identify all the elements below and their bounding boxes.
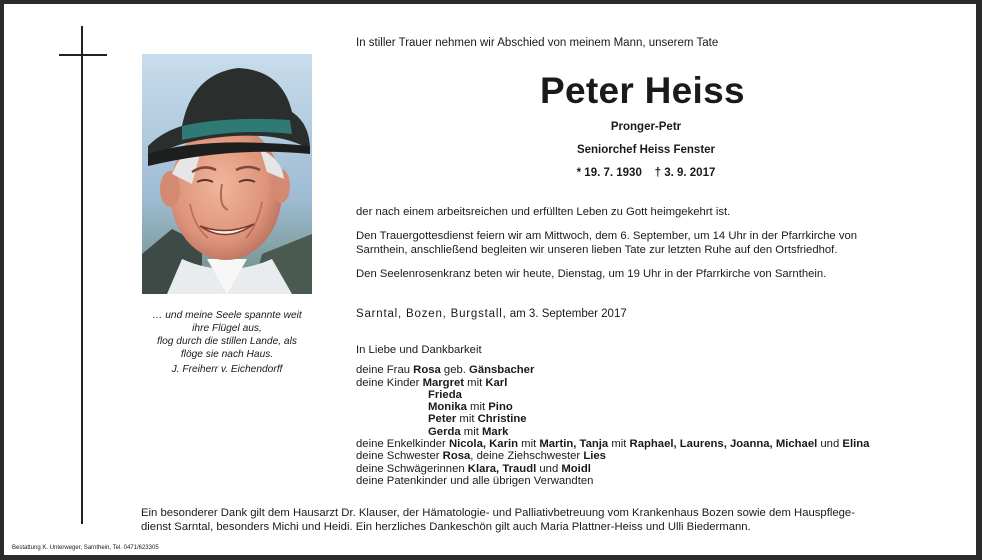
label: deine Kinder (356, 376, 423, 389)
family-row-kid (356, 413, 869, 425)
place-towns: Sarntal, Bozen, Burgstall, (356, 308, 507, 320)
name: Martin, Tanja (539, 438, 609, 451)
name: Karl (485, 376, 508, 389)
poem-line: … und meine Seele spannte weit (152, 310, 302, 321)
poem-line: flog durch die stillen Lande, als (157, 336, 297, 347)
name: Lies (583, 450, 606, 463)
name: Frieda (428, 388, 462, 401)
family-row-sisters-in-law (356, 463, 869, 475)
label: mit (518, 438, 540, 451)
deceased-name: Peter Heiss (540, 70, 745, 111)
family-list (356, 344, 869, 487)
body-paragraph-1: der nach einem arbeitsreichen und erfüllten Leben zu Gott heimgekehrt ist. (356, 206, 731, 218)
family-row-kids (356, 377, 869, 389)
nickname: Pronger-Petr (610, 121, 682, 133)
name: Moidl (561, 462, 591, 475)
thanks-line: dienst Sarntal, besonders Michi und Heidi. Ein herzliches Dankeschön gilt auch Maria Plattner-Heiss und Ulli Biedermann. (141, 521, 751, 534)
life-dates: * 19. 7. 1930 † 3. 9. 2017 (576, 167, 716, 179)
family-row-wife (356, 364, 869, 376)
label: deine Frau (356, 364, 414, 377)
family-intro: In Liebe und Dankbarkeit (356, 344, 482, 356)
label: , deine Ziehschwester (470, 450, 584, 463)
name: Elina (842, 438, 870, 451)
thanks-line: Ein besonderer Dank gilt dem Hausarzt Dr. Klauser, der Hämatologie- und Palliativbetreuung vom Krankenhaus Bozen sowie dem Hauspflege- (141, 507, 855, 519)
name: Rosa (413, 364, 441, 377)
place-date (356, 308, 627, 320)
poem-author: J. Freiherr v. Eichendorff (171, 364, 283, 375)
label: und (536, 462, 562, 475)
undertaker-credit: Bestattung K. Unterweger, Sarnthein, Tel. 0471/623305 (12, 545, 159, 551)
label: mit (460, 425, 482, 438)
poem-line: flöge sie nach Haus. (180, 349, 274, 360)
label: geb. (440, 364, 470, 377)
obituary-notice (4, 4, 976, 555)
intro-line: In stiller Trauer nehmen wir Abschied von meinem Mann, unserem Tate (356, 37, 719, 49)
name: Gerda (428, 425, 461, 438)
thanks-note (141, 506, 941, 535)
label: mit (464, 376, 486, 389)
body-line: Sarnthein, anschließend begleiten wir unseren lieben Tate zur letzten Ruhe auf den Ortsfriedhof. (356, 244, 838, 257)
family-row-kid (356, 426, 869, 438)
name: Raphael, Laurens, Joanna, Michael (629, 438, 818, 451)
label: deine Enkelkinder (356, 438, 449, 451)
portrait-photo (142, 54, 312, 294)
name: Klara, Traudl (467, 462, 537, 475)
name: Margret (422, 376, 465, 389)
poem-line: ihre Flügel aus, (192, 323, 262, 334)
name: Mark (482, 425, 509, 438)
family-row-sister (356, 450, 869, 462)
cross-icon (81, 26, 83, 524)
label: und (817, 438, 843, 451)
body-paragraph-2 (356, 229, 936, 258)
family-row-kid (356, 401, 869, 413)
label: deine Schwester (356, 450, 443, 463)
label: deine Schwägerinnen (356, 462, 468, 475)
name: Monika (428, 401, 467, 414)
name: Pino (488, 401, 513, 414)
body-paragraph-3: Den Seelenrosenkranz beten wir heute, Dienstag, um 19 Uhr in der Pfarrkirche von Sarnthein. (356, 268, 827, 280)
family-row-kid (356, 389, 869, 401)
label: mit (466, 401, 489, 414)
cross-icon-bar (59, 54, 107, 56)
family-row-rest: deine Patenkinder und alle übrigen Verwandten (356, 474, 594, 487)
name: Gänsbacher (469, 364, 535, 377)
place-date-text: am 3. September 2017 (506, 308, 627, 320)
poem-quote (137, 309, 317, 376)
job-title: Seniorchef Heiss Fenster (576, 144, 716, 156)
name: Rosa (442, 450, 471, 463)
name: Christine (477, 413, 527, 426)
name: Nicola, Karin (448, 438, 519, 451)
label: mit (456, 413, 478, 426)
label: mit (608, 438, 630, 451)
family-row-grandchildren (356, 438, 869, 450)
name: Peter (428, 413, 457, 426)
body-line: Den Trauergottesdienst feiern wir am Mittwoch, dem 6. September, um 14 Uhr in der Pfarrkirche von (356, 230, 858, 242)
